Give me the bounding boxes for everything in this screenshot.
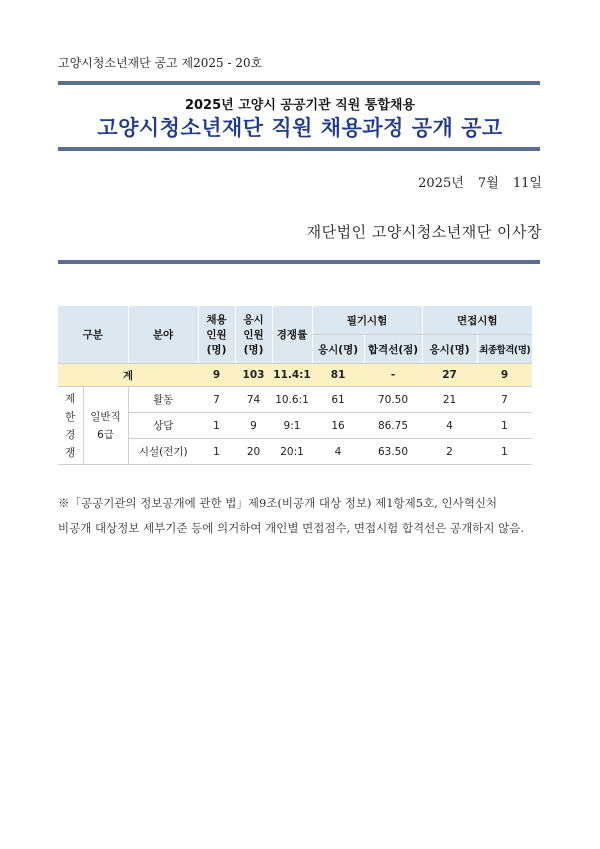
header-ratio: 경쟁률	[272, 306, 312, 364]
row-written-cutoff: 70.50	[364, 387, 422, 413]
table-row	[58, 413, 532, 439]
row-interview-applicants: 2	[422, 439, 477, 465]
recruitment-results-table	[58, 306, 532, 465]
total-interview-applicants: 27	[422, 364, 477, 387]
row-applicants: 9	[235, 413, 272, 439]
row-written-applicants: 61	[312, 387, 364, 413]
signature-divider	[58, 260, 540, 264]
header-interview-applicants: 응시(명)	[422, 335, 477, 364]
total-row	[58, 364, 532, 387]
row-field: 상담	[128, 413, 198, 439]
header-written-cutoff: 합격선(점)	[364, 335, 422, 364]
row-final-pass: 7	[477, 387, 532, 413]
notice-title: 고양시청소년재단 직원 채용과정 공개 공고	[97, 116, 503, 140]
table-row	[58, 387, 532, 413]
job-type: 일반직 6급	[83, 387, 128, 465]
total-hires: 9	[198, 364, 235, 387]
row-written-cutoff: 86.75	[364, 413, 422, 439]
notice-date: 2025년 7월 11일	[418, 176, 542, 191]
total-ratio: 11.4:1	[272, 364, 312, 387]
row-ratio: 9:1	[272, 413, 312, 439]
header-hires: 채용 인원 (명)	[198, 306, 235, 364]
row-field: 시설(전기)	[128, 439, 198, 465]
title-divider	[58, 147, 540, 151]
disclosure-footnote	[58, 491, 544, 541]
row-interview-applicants: 4	[422, 413, 477, 439]
notice-number: 고양시청소년재단 공고 제2025 - 20호	[58, 56, 263, 70]
row-ratio: 10.6:1	[272, 387, 312, 413]
group-label: 제 한 경 쟁	[58, 387, 83, 465]
row-written-cutoff: 63.50	[364, 439, 422, 465]
total-label: 계	[58, 364, 198, 387]
issuer-signature: 재단법인 고양시청소년재단 이사장	[306, 223, 542, 241]
row-final-pass: 1	[477, 413, 532, 439]
total-written-applicants: 81	[312, 364, 364, 387]
total-applicants: 103	[235, 364, 272, 387]
row-final-pass: 1	[477, 439, 532, 465]
row-ratio: 20:1	[272, 439, 312, 465]
row-field: 활동	[128, 387, 198, 413]
row-applicants: 74	[235, 387, 272, 413]
header-field: 분야	[128, 306, 198, 364]
row-hires: 1	[198, 439, 235, 465]
top-divider	[58, 81, 540, 85]
notice-subtitle: 2025년 고양시 공공기관 직원 통합채용	[184, 98, 416, 113]
header-applicants: 응시 인원 (명)	[235, 306, 272, 364]
row-applicants: 20	[235, 439, 272, 465]
header-interview-exam: 면접시험	[422, 306, 532, 335]
row-interview-applicants: 21	[422, 387, 477, 413]
header-written-exam: 필기시험	[312, 306, 422, 335]
footnote-line: ※「공공기관의 정보공개에 관한 법」제9조(비공개 대상 정보) 제1항제5호, 인사혁신처	[58, 496, 498, 510]
table-row	[58, 439, 532, 465]
row-written-applicants: 16	[312, 413, 364, 439]
footnote-line: 비공개 대상정보 세부기준 등에 의거하여 개인별 면접점수, 면접시험 합격선은 공개하지 않음.	[58, 521, 525, 535]
row-written-applicants: 4	[312, 439, 364, 465]
header-category: 구분	[58, 306, 128, 364]
header-written-applicants: 응시(명)	[312, 335, 364, 364]
total-written-cutoff: -	[364, 364, 422, 387]
header-final-pass: 최종합격(명)	[477, 335, 532, 364]
total-final-pass: 9	[477, 364, 532, 387]
row-hires: 7	[198, 387, 235, 413]
row-hires: 1	[198, 413, 235, 439]
